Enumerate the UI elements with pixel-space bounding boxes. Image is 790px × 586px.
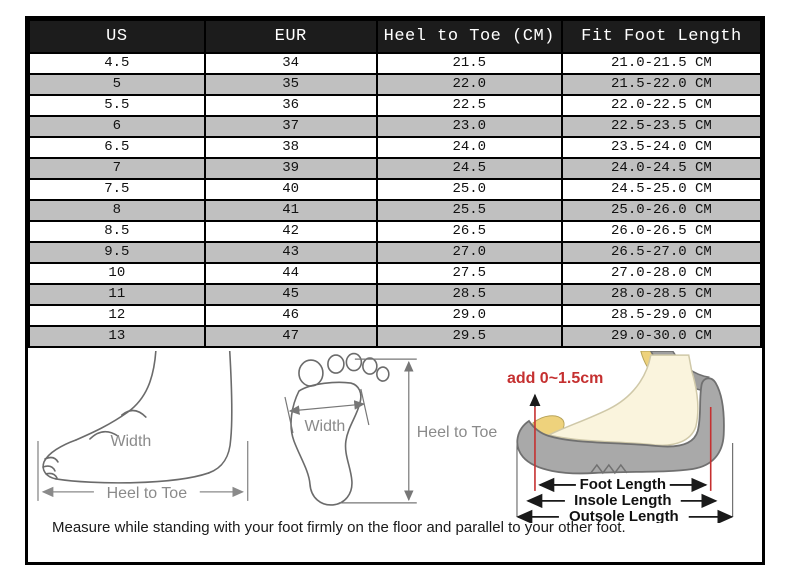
width-label: Width bbox=[110, 432, 152, 450]
measure-instruction-caption: Measure while standing with your foot firmly on the floor and parallel to your other foot. bbox=[52, 519, 626, 536]
foot-side-outline bbox=[43, 351, 232, 483]
table-cell: 23.5-24.0 CM bbox=[562, 137, 761, 158]
table-cell: 22.0-22.5 CM bbox=[562, 95, 761, 116]
table-cell: 23.0 bbox=[377, 116, 562, 137]
table-cell: 29.0-30.0 CM bbox=[562, 326, 761, 347]
table-cell: 26.0-26.5 CM bbox=[562, 221, 761, 242]
heel-to-toe-label: Heel to Toe bbox=[416, 423, 497, 441]
table-cell: 21.0-21.5 CM bbox=[562, 53, 761, 74]
table-row bbox=[29, 200, 761, 221]
table-cell: 40 bbox=[205, 179, 377, 200]
table-cell: 26.5 bbox=[377, 221, 562, 242]
table-cell: 29.5 bbox=[377, 326, 562, 347]
table-cell: 5 bbox=[29, 74, 205, 95]
outsole-length-label: Outsole Length bbox=[569, 507, 680, 523]
measurement-diagrams bbox=[28, 348, 762, 523]
table-cell: 7.5 bbox=[29, 179, 205, 200]
table-cell: 8.5 bbox=[29, 221, 205, 242]
table-cell: 25.0 bbox=[377, 179, 562, 200]
table-cell: 29.0 bbox=[377, 305, 562, 326]
table-cell: 38 bbox=[205, 137, 377, 158]
table-cell: 42 bbox=[205, 221, 377, 242]
table-cell: 22.5 bbox=[377, 95, 562, 116]
table-cell: 7 bbox=[29, 158, 205, 179]
table-cell: 41 bbox=[205, 200, 377, 221]
table-cell: 27.0-28.0 CM bbox=[562, 263, 761, 284]
table-cell: 27.5 bbox=[377, 263, 562, 284]
table-row bbox=[29, 158, 761, 179]
heel-to-toe-label: Heel to Toe bbox=[106, 484, 188, 502]
table-row bbox=[29, 53, 761, 74]
table-row bbox=[29, 74, 761, 95]
table-row bbox=[29, 221, 761, 242]
table-cell: 11 bbox=[29, 284, 205, 305]
table-cell: 28.5-29.0 CM bbox=[562, 305, 761, 326]
table-cell: 10 bbox=[29, 263, 205, 284]
table-row bbox=[29, 95, 761, 116]
table-cell: 26.5-27.0 CM bbox=[562, 242, 761, 263]
table-row bbox=[29, 263, 761, 284]
foot-length-label: Foot Length bbox=[579, 475, 667, 493]
table-row bbox=[29, 242, 761, 263]
insole-length-label: Insole Length bbox=[574, 491, 672, 509]
table-cell: 34 bbox=[205, 53, 377, 74]
foot-side-illustration bbox=[34, 351, 259, 506]
shoe-length-illustration bbox=[503, 351, 758, 523]
table-cell: 25.5 bbox=[377, 200, 562, 221]
table-cell: 24.5-25.0 CM bbox=[562, 179, 761, 200]
table-cell: 9.5 bbox=[29, 242, 205, 263]
table-cell: 6.5 bbox=[29, 137, 205, 158]
table-cell: 24.0-24.5 CM bbox=[562, 158, 761, 179]
table-row bbox=[29, 137, 761, 158]
table-cell: 6 bbox=[29, 116, 205, 137]
table-cell: 43 bbox=[205, 242, 377, 263]
table-cell: 22.0 bbox=[377, 74, 562, 95]
header-cell-heel-to-toe: Heel to Toe (CM) bbox=[377, 20, 562, 53]
table-cell: 44 bbox=[205, 263, 377, 284]
table-cell: 24.5 bbox=[377, 158, 562, 179]
size-chart-panel bbox=[25, 16, 765, 565]
table-cell: 28.5 bbox=[377, 284, 562, 305]
header-cell-us: US bbox=[29, 20, 205, 53]
table-cell: 5.5 bbox=[29, 95, 205, 116]
table-cell: 25.0-26.0 CM bbox=[562, 200, 761, 221]
table-header-row bbox=[29, 20, 761, 53]
table-cell: 45 bbox=[205, 284, 377, 305]
header-cell-eur: EUR bbox=[205, 20, 377, 53]
table-cell: 35 bbox=[205, 74, 377, 95]
footprint-illustration bbox=[259, 351, 504, 506]
table-cell: 21.5-22.0 CM bbox=[562, 74, 761, 95]
table-cell: 46 bbox=[205, 305, 377, 326]
table-cell: 8 bbox=[29, 200, 205, 221]
header-cell-fit-foot-length: Fit Foot Length bbox=[562, 20, 761, 53]
table-cell: 28.0-28.5 CM bbox=[562, 284, 761, 305]
table-cell: 47 bbox=[205, 326, 377, 347]
table-cell: 37 bbox=[205, 116, 377, 137]
table-cell: 24.0 bbox=[377, 137, 562, 158]
table-cell: 36 bbox=[205, 95, 377, 116]
foot-shape bbox=[549, 355, 698, 445]
table-cell: 4.5 bbox=[29, 53, 205, 74]
table-row bbox=[29, 305, 761, 326]
add-note-label: add 0~1.5cm bbox=[507, 370, 604, 388]
table-row bbox=[29, 116, 761, 137]
table-cell: 27.0 bbox=[377, 242, 562, 263]
table-row bbox=[29, 326, 761, 347]
table-cell: 21.5 bbox=[377, 53, 562, 74]
width-label: Width bbox=[304, 417, 346, 435]
table-cell: 39 bbox=[205, 158, 377, 179]
table-cell: 12 bbox=[29, 305, 205, 326]
table-cell: 13 bbox=[29, 326, 205, 347]
table-cell: 22.5-23.5 CM bbox=[562, 116, 761, 137]
table-row bbox=[29, 179, 761, 200]
size-chart-table bbox=[28, 19, 762, 348]
table-row bbox=[29, 284, 761, 305]
